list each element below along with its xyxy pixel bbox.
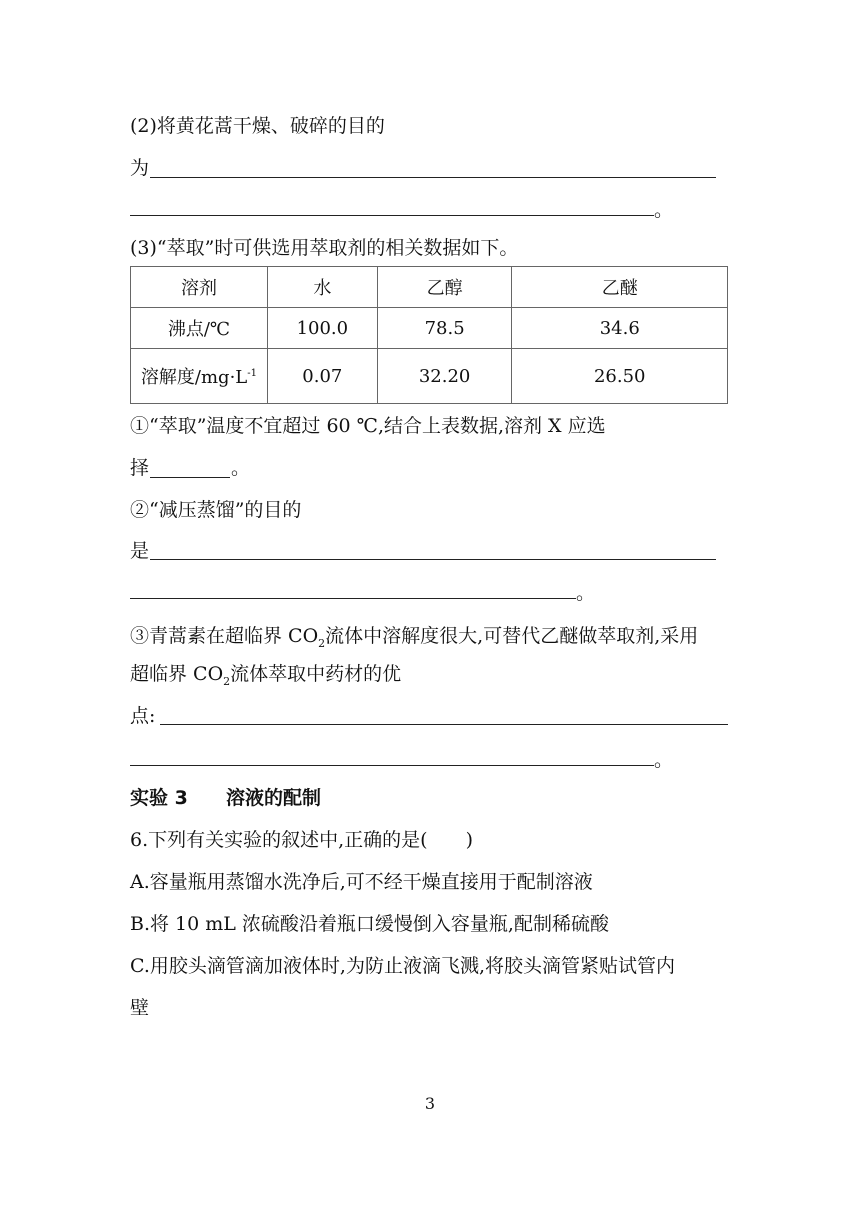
section-3-title: 溶液的配制 xyxy=(226,787,322,809)
q6-option-c[interactable]: C.用胶头滴管滴加液体时,为防止液滴飞溅,将胶头滴管紧贴试管内 xyxy=(130,955,675,977)
q3-sub3-line3-prefix: 点: xyxy=(130,705,156,727)
q3-sub2-line1: ②“减压蒸馏”的目的 xyxy=(130,499,302,521)
table-cell: 32.20 xyxy=(377,349,512,404)
table-cell: 78.5 xyxy=(377,308,512,349)
q3-sub3-line2-a: 超临界 CO xyxy=(130,663,224,685)
q3-sub3-line2 xyxy=(130,662,401,694)
table-header-cell: 乙醚 xyxy=(512,267,728,308)
q6-stem: 6.下列有关实验的叙述中,正确的是( ) xyxy=(130,829,473,851)
q6-option-b[interactable]: B.将 10 mL 浓硫酸沿着瓶口缓慢倒入容量瓶,配制稀硫酸 xyxy=(130,913,609,935)
q3-sub3-line1-a: ③青蒿素在超临界 CO xyxy=(130,625,319,647)
table-cell: 26.50 xyxy=(512,349,728,404)
q3-sub3-blank-1[interactable] xyxy=(160,724,728,725)
q3-sub1-blank[interactable] xyxy=(150,477,230,478)
table-header-cell: 溶剂 xyxy=(131,267,268,308)
table-header-row xyxy=(131,267,728,308)
q3-sub3-line1 xyxy=(130,624,698,656)
section-3-label: 实验 3 xyxy=(130,787,188,809)
q3-sub2-line3-suffix: 。 xyxy=(576,582,596,604)
page-number: 3 xyxy=(424,1094,436,1113)
solubility-label: 溶解度/mg·L xyxy=(140,367,248,388)
q3-sub1-line1: ①“萃取”温度不宜超过 60 ℃,结合上表数据,溶剂 X 应选 xyxy=(130,415,606,437)
table-cell: 34.6 xyxy=(512,308,728,349)
q2-line1: (2)将黄花蒿干燥、破碎的目的 xyxy=(130,115,385,137)
q3-sub1-line2-prefix: 择 xyxy=(130,457,150,479)
table-header-cell: 水 xyxy=(267,267,377,308)
q3-sub1-line2-suffix: 。 xyxy=(231,457,251,479)
co2-subscript: 2 xyxy=(318,636,326,650)
q3-sub3-line4-suffix: 。 xyxy=(654,749,674,771)
q3-sub2-blank-1[interactable] xyxy=(150,559,716,560)
table-header-cell: 乙醇 xyxy=(377,267,512,308)
q2-line3-suffix: 。 xyxy=(654,199,674,221)
table-row-label: 沸点/℃ xyxy=(131,308,268,349)
q6-option-c-continued[interactable]: 壁 xyxy=(130,997,150,1019)
q2-blank-1[interactable] xyxy=(150,177,716,178)
solvent-table xyxy=(130,266,728,404)
solubility-label-exponent: -1 xyxy=(247,368,258,379)
q3-sub3-line1-b: 流体中溶解度很大,可替代乙醚做萃取剂,采用 xyxy=(325,625,699,647)
table-cell: 0.07 xyxy=(267,349,377,404)
table-row-boiling-point xyxy=(131,308,728,349)
q3-sub2-line2-prefix: 是 xyxy=(130,540,150,562)
q3-intro: (3)“萃取”时可供选用萃取剂的相关数据如下。 xyxy=(130,237,519,259)
q3-sub3-line2-b: 流体萃取中药材的优 xyxy=(230,663,402,685)
q3-sub3-blank-2[interactable] xyxy=(130,765,654,766)
q2-blank-2[interactable] xyxy=(130,215,654,216)
table-row-solubility xyxy=(131,349,728,404)
table-row-label xyxy=(131,349,268,404)
table-cell: 100.0 xyxy=(267,308,377,349)
q6-option-a[interactable]: A.容量瓶用蒸馏水洗净后,可不经干燥直接用于配制溶液 xyxy=(130,871,593,893)
co2-subscript: 2 xyxy=(223,674,231,688)
q2-line2-prefix: 为 xyxy=(130,157,150,179)
q3-sub2-blank-2[interactable] xyxy=(130,598,576,599)
